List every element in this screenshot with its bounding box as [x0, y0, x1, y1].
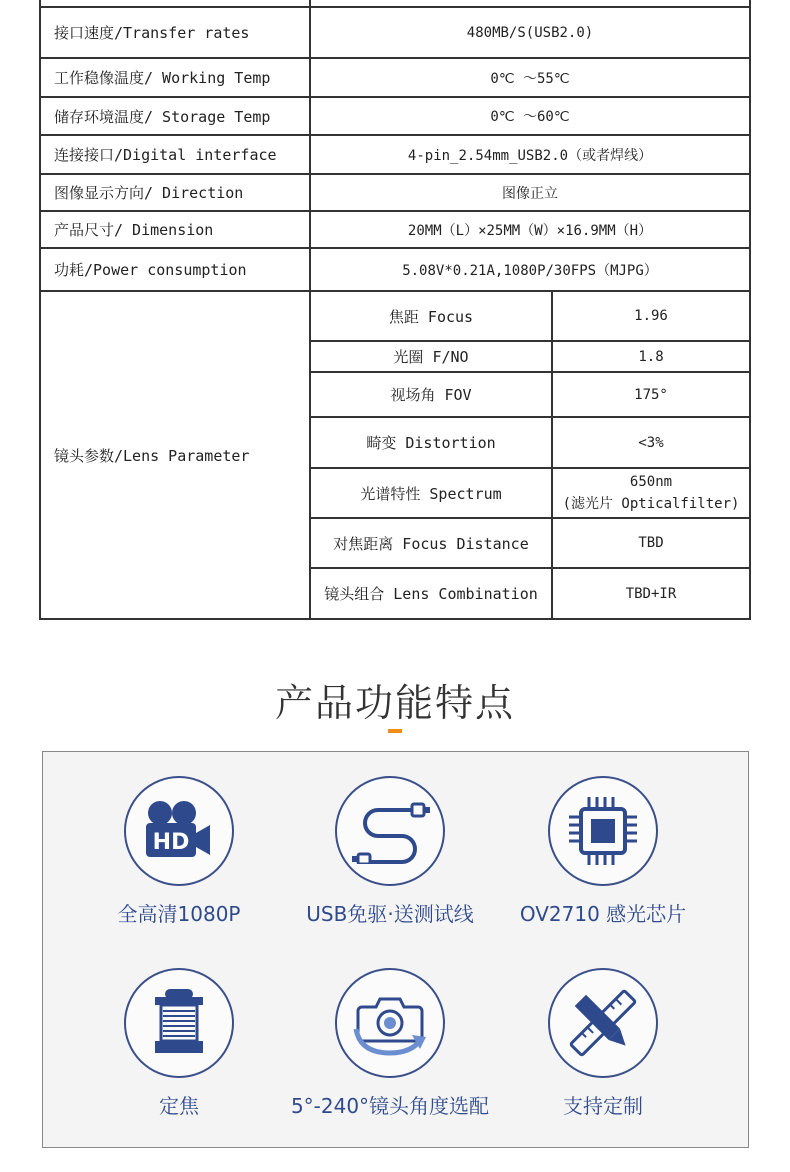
feature-circle [548, 776, 658, 886]
lens-row [311, 569, 749, 618]
lens-value-subtext: (滤光片 Opticalfilter) [562, 496, 740, 512]
table-top-row [41, 0, 749, 8]
lens-value [553, 292, 749, 340]
spec-label: 连接接口/Digital interface [41, 136, 311, 173]
lens-value [553, 469, 749, 517]
lens-parameter-label: 镜头参数/Lens Parameter [41, 292, 311, 618]
spec-table [39, 0, 751, 620]
feature-circle [548, 968, 658, 1078]
lens-value-text: 1.96 [634, 308, 668, 324]
lens-row [311, 373, 749, 418]
spec-value: 20MM（L）×25MM（W）×16.9MM（H） [407, 222, 653, 239]
spec-value: 0℃ ～55℃ [490, 70, 570, 87]
lens-row [311, 469, 749, 519]
spec-label-cell [41, 0, 311, 6]
lens-value [553, 569, 749, 618]
features-panel [42, 751, 749, 1148]
pencil-ruler-icon [567, 987, 639, 1059]
lens-key: 视场角 FOV [311, 373, 553, 416]
lens-key: 镜头组合 Lens Combination [311, 569, 553, 618]
lens-value [553, 519, 749, 567]
feature-item [280, 968, 500, 1119]
spec-label: 接口速度/Transfer rates [41, 8, 311, 57]
features-title: 产品功能特点 [274, 681, 515, 725]
lens-value-text: 650nm [629, 474, 673, 490]
lens-value [553, 342, 749, 371]
feature-item [280, 776, 500, 927]
lens-key: 畸变 Distortion [311, 418, 553, 467]
feature-item [69, 776, 289, 927]
spec-label: 工作稳像温度/ Working Temp [41, 59, 311, 96]
feature-label: 定焦 [159, 1094, 199, 1118]
feature-label: USB免驱·送测试线 [306, 902, 474, 926]
lens-value-text: <3% [638, 434, 664, 451]
lens-row [311, 519, 749, 569]
spec-row [41, 212, 749, 249]
lens-row [311, 342, 749, 373]
lens-value-text: 1.8 [638, 348, 664, 365]
feature-item [493, 968, 713, 1119]
lens-row [311, 292, 749, 342]
spec-value: 480MB/S(USB2.0) [466, 24, 594, 41]
spec-label: 产品尺寸/ Dimension [41, 212, 311, 247]
lens-row [311, 418, 749, 469]
spec-row [41, 59, 749, 98]
svg-text:HD: HD [152, 830, 190, 855]
rotate-camera-icon [348, 985, 432, 1061]
spec-value: 5.08V*0.21A,1080P/30FPS（MJPG） [402, 262, 658, 279]
lens-barrel-icon [151, 989, 207, 1057]
feature-circle [335, 776, 445, 886]
feature-label: 支持定制 [563, 1094, 643, 1118]
spec-label: 功耗/Power consumption [41, 249, 311, 290]
hd-camera-icon [140, 799, 218, 863]
feature-label: 全高清1080P [117, 902, 241, 926]
spec-label: 储存环境温度/ Storage Temp [41, 98, 311, 134]
feature-item [493, 776, 713, 927]
lens-value-text: TBD+IR [625, 585, 677, 602]
spec-value: 图像正立 [502, 185, 558, 202]
title-underline [388, 729, 402, 733]
lens-value-text: TBD [638, 535, 664, 551]
feature-circle [335, 968, 445, 1078]
usb-cable-icon [348, 798, 432, 864]
spec-row [41, 249, 749, 292]
feature-circle [124, 776, 234, 886]
lens-key: 对焦距离 Focus Distance [311, 519, 553, 567]
spec-row [41, 98, 749, 136]
spec-label: 图像显示方向/ Direction [41, 175, 311, 210]
spec-value: 4-pin_2.54mm_USB2.0（或者焊线） [407, 147, 653, 164]
lens-key: 焦距 Focus [311, 292, 553, 340]
lens-key: 光圈 F/NO [311, 342, 553, 371]
spec-row [41, 175, 749, 212]
chip-icon [567, 795, 639, 867]
lens-value [553, 373, 749, 416]
feature-label: 5°-240°镜头角度选配 [290, 1094, 490, 1118]
lens-value [553, 418, 749, 467]
feature-circle [124, 968, 234, 1078]
spec-row [41, 136, 749, 175]
lens-key: 光谱特性 Spectrum [311, 469, 553, 517]
spec-value: 0℃ ～60℃ [490, 109, 570, 125]
feature-item [69, 968, 289, 1119]
lens-value-text: 175° [634, 386, 668, 403]
feature-label: OV2710 感光芯片 [519, 902, 687, 926]
spec-row [41, 8, 749, 59]
